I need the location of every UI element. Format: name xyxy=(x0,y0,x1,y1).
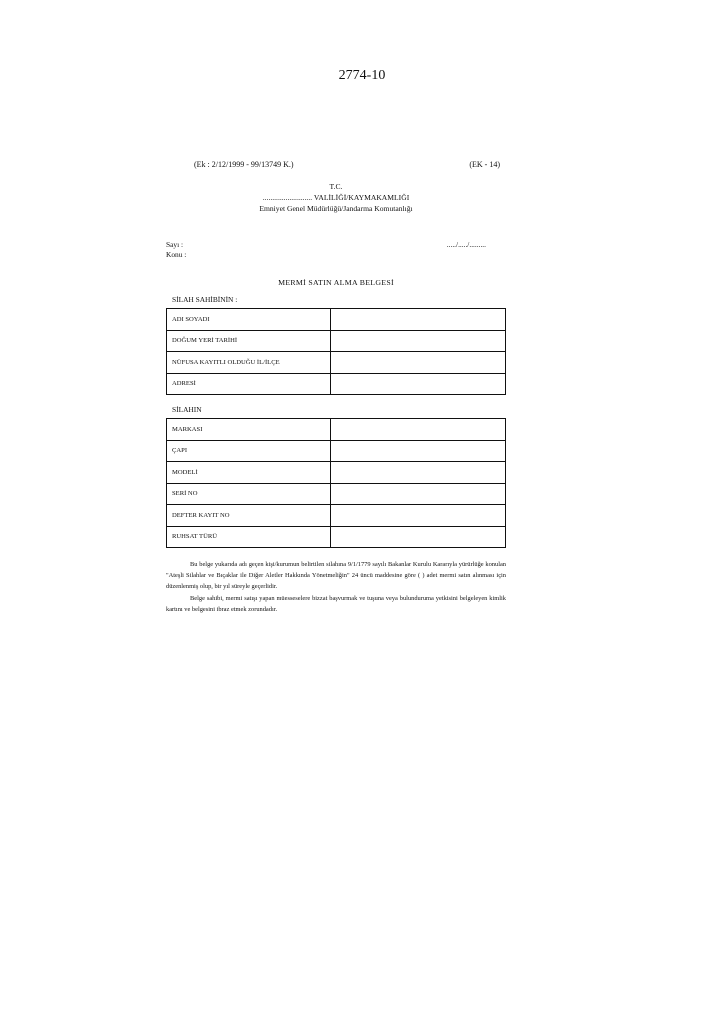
weapon-row-label: SERİ NO xyxy=(167,483,331,505)
header-line-3: Emniyet Genel Müdürlüğü/Jandarma Komutanlığı xyxy=(259,204,413,213)
owner-row-value[interactable] xyxy=(331,330,506,352)
header-line-1: T.C. xyxy=(329,182,343,191)
table-row xyxy=(167,526,506,548)
owner-row-value[interactable] xyxy=(331,373,506,395)
weapon-table xyxy=(166,418,506,548)
weapon-row-label: MARKASI xyxy=(167,419,331,441)
weapon-row-value[interactable] xyxy=(331,440,506,462)
ek-reference: (Ek : 2/12/1999 - 99/13749 K.) xyxy=(194,160,294,169)
table-row xyxy=(167,330,506,352)
table-row xyxy=(167,373,506,395)
weapon-row-label: RUHSAT TÜRÜ xyxy=(167,526,331,548)
paragraph-2: Belge sahibi, mermi satışı yapan müesseselere bizzat başvurmak ve tuşuna veya bulunduruma yetkisini belgeleyen kimlik kartını ve belgesini ibraz etmek zorundadır. xyxy=(166,594,506,613)
weapon-row-value[interactable] xyxy=(331,483,506,505)
page-number: 2774-10 xyxy=(338,68,386,83)
table-row xyxy=(167,352,506,374)
weapon-row-label: DEFTER KAYIT NO xyxy=(167,505,331,527)
table-row xyxy=(167,483,506,505)
weapon-row-value[interactable] xyxy=(331,505,506,527)
weapon-row-value[interactable] xyxy=(331,419,506,441)
sayi-label: Sayı : xyxy=(166,240,184,249)
weapon-row-label: MODELİ xyxy=(167,462,331,484)
owner-row-label: DOĞUM YERİ TARİHİ xyxy=(167,330,331,352)
ek-row xyxy=(166,160,506,169)
document-header xyxy=(166,181,506,214)
paragraph-1: Bu belge yukarıda adı geçen kişi/kurumun belirtilen silahına 9/1/1779 sayılı Bakanlar Kurulu Kararıyla yürürlüğe konulan "Ateşli Silahlar ve Bıçaklar ile Diğer Aletler Hakkında Yönetmeliğin" 24 üncü maddesine göre ( ) adet mermi satın alınması için düzenlenmiş olup, bir yıl süreyle geçerlidir. xyxy=(166,561,506,591)
table-row xyxy=(167,462,506,484)
meta-block xyxy=(166,240,506,260)
weapon-section-title: SİLAHIN xyxy=(172,405,202,414)
ek-number: (EK - 14) xyxy=(469,160,500,169)
weapon-row-value[interactable] xyxy=(331,526,506,548)
header-line-2: .......................... VALİLİĞİ/KAYMAKAMLIĞI xyxy=(262,193,410,202)
date-field: ...../...../......... xyxy=(446,240,486,249)
owner-row-label: NÜFUSA KAYITLI OLDUĞU İL/İLÇE xyxy=(167,352,331,374)
weapon-row-label: ÇAPI xyxy=(167,440,331,462)
owner-row-value[interactable] xyxy=(331,352,506,374)
weapon-row-value[interactable] xyxy=(331,462,506,484)
table-row xyxy=(167,309,506,331)
table-row xyxy=(167,440,506,462)
form-document xyxy=(166,160,506,615)
owner-section-title: SİLAH SAHİBİNİN : xyxy=(172,295,238,304)
owner-row-value[interactable] xyxy=(331,309,506,331)
body-text xyxy=(166,559,506,615)
owner-row-label: ADI SOYADI xyxy=(167,309,331,331)
document-title: MERMİ SATIN ALMA BELGESİ xyxy=(278,278,394,287)
table-row xyxy=(167,505,506,527)
konu-label: Konu : xyxy=(166,250,187,259)
table-row xyxy=(167,419,506,441)
owner-row-label: ADRESİ xyxy=(167,373,331,395)
owner-table xyxy=(166,308,506,395)
